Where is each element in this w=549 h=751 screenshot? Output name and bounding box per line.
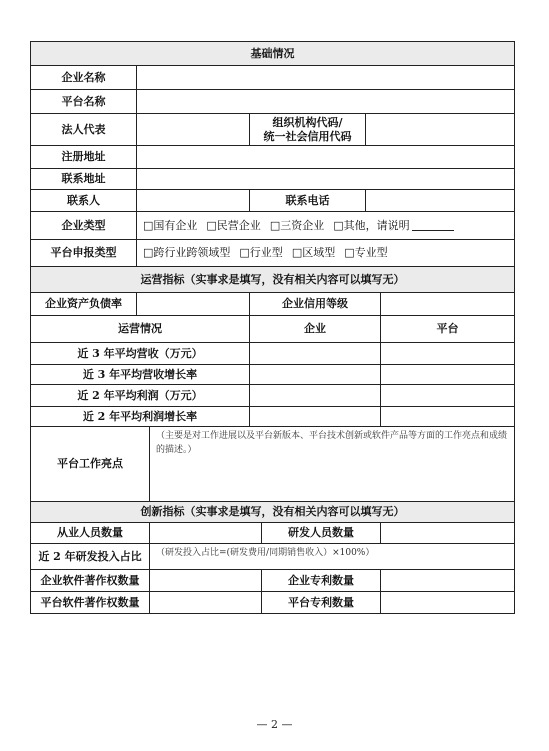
revenue-growth-platform-field[interactable] (381, 365, 515, 385)
contact-person-label: 联系人 (31, 190, 137, 212)
platform-type-option-region[interactable]: □区域型 (291, 246, 336, 259)
reg-address-field[interactable] (137, 146, 515, 169)
platform-type-option-specialized[interactable]: □专业型 (344, 246, 388, 259)
revenue-growth-company-field[interactable] (250, 365, 381, 385)
highlights-label: 平台工作亮点 (31, 427, 150, 502)
platform-copyright-label: 平台软件著作权数量 (31, 592, 150, 614)
revenue-company-field[interactable] (250, 343, 381, 365)
contact-address-field[interactable] (137, 169, 515, 190)
rd-staff-label: 研发人员数量 (262, 523, 381, 544)
contact-person-field[interactable] (137, 190, 250, 212)
credit-level-label: 企业信用等级 (250, 293, 381, 316)
company-type-option-other[interactable]: □其他，请说明 (333, 218, 410, 232)
company-name-label: 企业名称 (31, 66, 137, 90)
highlights-field[interactable]: （主要是对工作进展以及平台新版本、平台技术创新或软件产品等方面的工作亮点和成绩的描述。） (150, 427, 515, 502)
reg-address-label: 注册地址 (31, 146, 137, 169)
revenue-label: 近 3 年平均营收（万元） (31, 343, 250, 365)
other-explain-blank[interactable] (412, 220, 454, 231)
legal-rep-field[interactable] (137, 114, 250, 146)
staff-field[interactable] (150, 523, 262, 544)
platform-type-options (137, 240, 515, 267)
company-patent-field[interactable] (381, 570, 515, 592)
staff-label: 从业人员数量 (31, 523, 150, 544)
org-code-label (250, 114, 366, 146)
debt-ratio-field[interactable] (137, 293, 250, 316)
profit-growth-company-field[interactable] (250, 407, 381, 427)
company-type-options (137, 212, 515, 240)
profit-platform-field[interactable] (381, 385, 515, 407)
platform-type-option-cross[interactable]: □跨行业跨领域型 (143, 246, 231, 259)
org-code-label-line1: 组织机构代码/ (272, 115, 343, 129)
contact-phone-label: 联系电话 (250, 190, 366, 212)
company-copyright-label: 企业软件著作权数量 (31, 570, 150, 592)
platform-name-field[interactable] (137, 90, 515, 114)
rd-ratio-label: 近 2 年研发投入占比 (31, 544, 150, 570)
company-name-field[interactable] (137, 66, 515, 90)
col-header-platform: 平台 (381, 316, 515, 343)
legal-rep-label: 法人代表 (31, 114, 137, 146)
contact-phone-field[interactable] (366, 190, 515, 212)
company-type-option-state[interactable]: □国有企业 (143, 218, 198, 232)
platform-type-option-industry[interactable]: □行业型 (239, 246, 283, 259)
company-copyright-field[interactable] (150, 570, 262, 592)
contact-address-label: 联系地址 (31, 169, 137, 190)
page-number: — 2 — (256, 718, 293, 731)
col-header-company: 企业 (250, 316, 381, 343)
platform-type-label: 平台申报类型 (31, 240, 137, 267)
platform-name-label: 平台名称 (31, 90, 137, 114)
application-form-table (30, 41, 515, 614)
debt-ratio-label: 企业资产负债率 (31, 293, 137, 316)
rd-staff-field[interactable] (381, 523, 515, 544)
platform-patent-label: 平台专利数量 (262, 592, 381, 614)
company-type-label: 企业类型 (31, 212, 137, 240)
org-code-field[interactable] (366, 114, 515, 146)
rd-ratio-field[interactable]: （研发投入占比=(研发费用/同期销售收入）×100%） (150, 544, 515, 570)
section-header-innov: 创新指标（实事求是填写，没有相关内容可以填写无） (31, 502, 515, 523)
revenue-platform-field[interactable] (381, 343, 515, 365)
org-code-label-line2: 统一社会信用代码 (263, 129, 352, 143)
credit-level-field[interactable] (381, 293, 515, 316)
revenue-growth-label: 近 3 年平均营收增长率 (31, 365, 250, 385)
company-type-option-private[interactable]: □民营企业 (206, 218, 261, 232)
platform-patent-field[interactable] (381, 592, 515, 614)
profit-label: 近 2 年平均利润（万元） (31, 385, 250, 407)
profit-growth-platform-field[interactable] (381, 407, 515, 427)
platform-copyright-field[interactable] (150, 592, 262, 614)
col-header-ops: 运营情况 (31, 316, 250, 343)
profit-growth-label: 近 2 年平均利润增长率 (31, 407, 250, 427)
company-type-option-foreign[interactable]: □三资企业 (269, 218, 325, 232)
section-header-basic: 基础情况 (31, 42, 515, 66)
section-header-ops: 运营指标（实事求是填写，没有相关内容可以填写无） (31, 267, 515, 293)
company-patent-label: 企业专利数量 (262, 570, 381, 592)
profit-company-field[interactable] (250, 385, 381, 407)
